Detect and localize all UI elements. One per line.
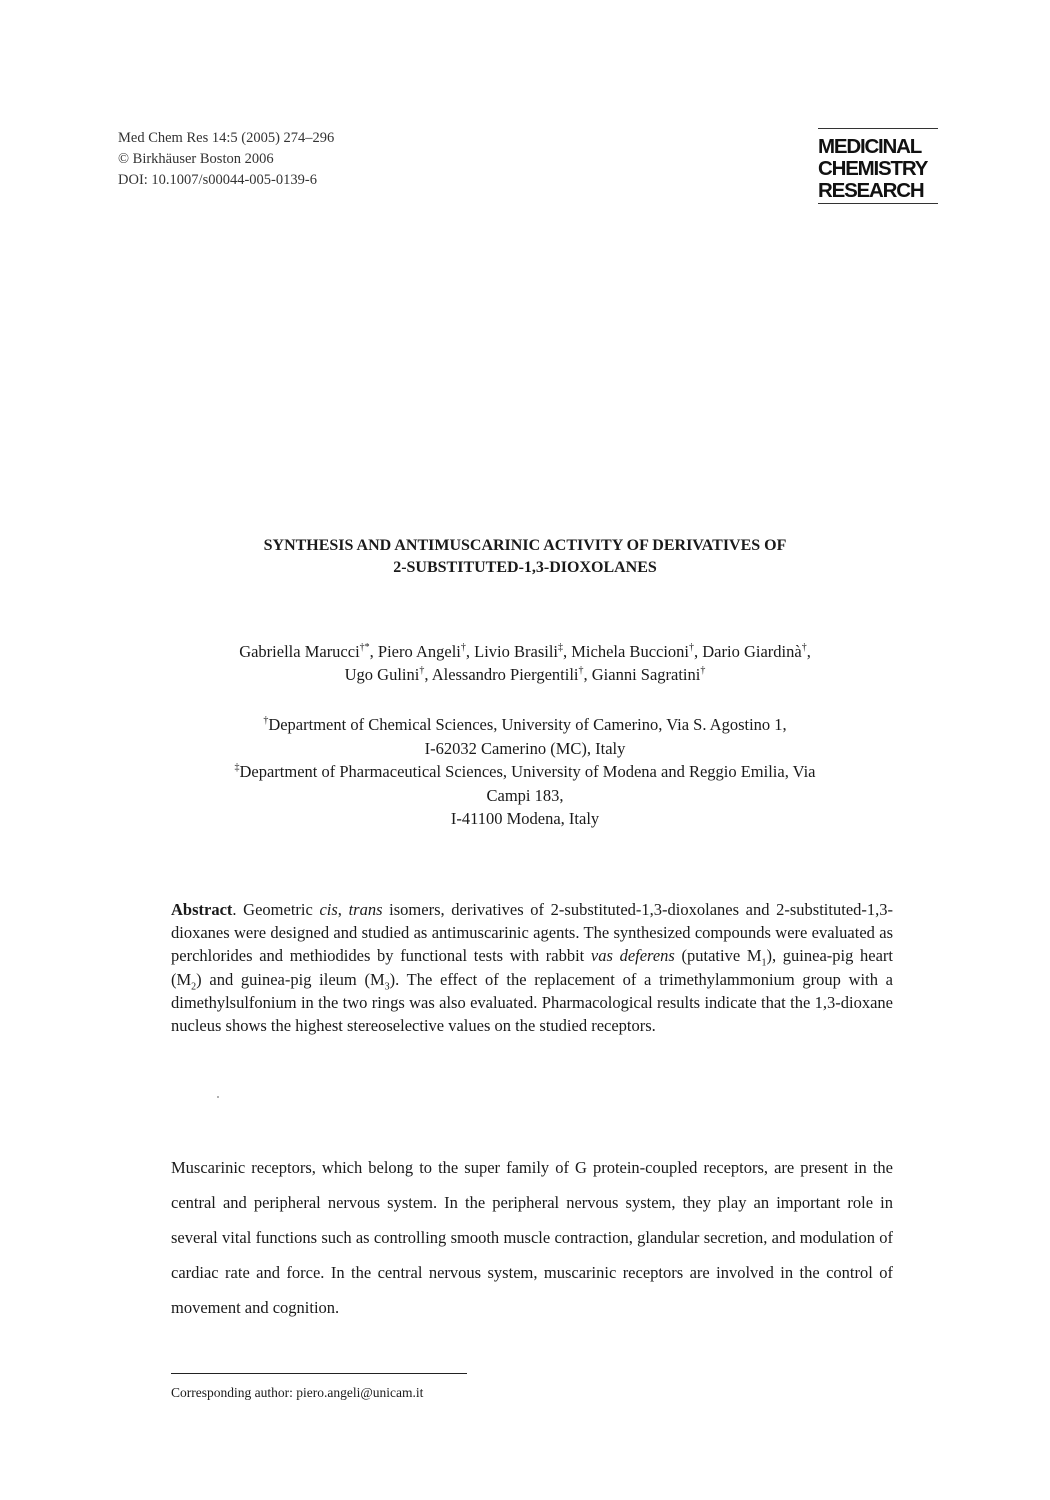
abstract-text: ) and guinea-pig ileum (M <box>196 969 385 989</box>
author-name: Gianni Sagratini <box>591 665 701 684</box>
abstract-text: , <box>337 900 349 919</box>
footnote-divider <box>171 1373 467 1374</box>
abstract-text: ), guinea-pig heart (M <box>171 946 894 989</box>
abstract-cis: cis <box>319 900 338 919</box>
affiliation-1-mark: † <box>263 714 269 726</box>
abstract-trans: trans <box>348 900 383 919</box>
author-affiliation-mark: † <box>460 641 466 653</box>
abstract-subscript: 3 <box>384 980 390 992</box>
affiliation-1-line1 <box>0 713 1050 737</box>
author-affiliation-mark: †* <box>359 641 370 653</box>
author-name: Dario Giardinà <box>702 642 802 661</box>
journal-logo-line3: RESEARCH <box>818 179 924 202</box>
affiliation-2-mark: ‡ <box>234 761 240 773</box>
author-name: Livio Brasili <box>474 642 558 661</box>
author-list <box>0 640 1050 686</box>
affiliation-1-text: Department of Chemical Sciences, University of Camerino, Via S. Agostino 1, <box>268 715 787 734</box>
journal-logo <box>818 128 938 204</box>
author-name: Alessandro Piergentili <box>431 665 579 684</box>
author-affiliation-mark: † <box>689 641 695 653</box>
intro-paragraph: Muscarinic receptors, which belong to the super family of G protein-coupled receptors, are present in the central and peripheral nervous system. In the peripheral nervous system, they play an important role in several vital functions such as controlling smooth muscle contraction, glandular secretion, and modulation of cardiac rate and force. In the central nervous system, muscarinic receptors are involved in the control of movement and cognition. <box>171 1158 893 1317</box>
abstract-label: Abstract <box>171 900 233 919</box>
abstract-paragraph <box>171 898 893 1037</box>
affiliation-2-line1 <box>0 760 1050 784</box>
citation-journal: Med Chem Res 14:5 (2005) 274–296 <box>118 130 335 146</box>
affiliation-2-line2: Campi 183, <box>486 785 564 805</box>
paper-title <box>0 535 1050 579</box>
author-separator: , <box>806 642 811 661</box>
affiliations <box>0 713 1050 831</box>
author-name: Gabriella Marucci <box>239 642 360 661</box>
author-affiliation-mark: † <box>801 641 807 653</box>
citation-block <box>118 128 334 191</box>
journal-logo-line2: CHEMISTRY <box>818 157 928 180</box>
author-separator: , <box>424 665 432 684</box>
author-separator: , <box>369 642 378 661</box>
affiliation-1-line2: I-62032 Camerino (MC), Italy <box>424 738 626 758</box>
abstract-subscript: 2 <box>191 980 197 992</box>
scan-speck <box>217 1096 219 1098</box>
author-separator: , <box>694 642 703 661</box>
author-affiliation-mark: ‡ <box>558 641 563 653</box>
abstract-subscript: 1 <box>761 957 767 969</box>
author-name: Ugo Gulini <box>344 665 420 684</box>
journal-logo-line1: MEDICINAL <box>818 135 922 158</box>
author-separator: , <box>583 665 592 684</box>
author-affiliation-mark: † <box>700 664 706 676</box>
footnote-corresponding-author: Corresponding author: piero.angeli@unicam.it <box>171 1385 424 1400</box>
abstract-vas-deferens: vas deferens <box>590 946 675 966</box>
abstract-text: . Geometric <box>232 900 320 919</box>
abstract-text: (putative M <box>674 946 762 966</box>
title-line1: SYNTHESIS AND ANTIMUSCARINIC ACTIVITY OF DERIVATIVES OF <box>263 537 787 554</box>
affiliation-2-line3: I-41100 Modena, Italy <box>450 809 600 828</box>
author-affiliation-mark: † <box>419 664 425 676</box>
abstract-text: ). The effect of the replacement of a trimethylammonium group with a dimethylsulfonium in the two rings was also evaluated. Pharmacological results indicate that the 1,3-dioxane nucleus shows the highest stereoselective values on the studied receptors. <box>171 969 894 1036</box>
citation-doi: DOI: 10.1007/s00044-005-0139-6 <box>118 172 317 188</box>
author-line1 <box>0 640 1050 663</box>
author-separator: , <box>563 642 572 661</box>
author-line2 <box>0 663 1050 686</box>
affiliation-2-text: Department of Pharmaceutical Sciences, University of Modena and Reggio Emilia, Via <box>239 762 816 781</box>
author-affiliation-mark: † <box>578 664 584 676</box>
author-name: Michela Buccioni <box>571 642 690 661</box>
author-name: Piero Angeli <box>377 642 461 661</box>
citation-copyright: © Birkhäuser Boston 2006 <box>118 151 274 167</box>
abstract-text: isomers, derivatives of 2-substituted-1,3-dioxolanes and 2-substituted-1,3-dioxanes were designed and studied as antimuscarinic agents. The synthesized compounds were evaluated as perchlorides and methiodides by functional tests with rabbit <box>171 900 894 966</box>
author-separator: , <box>465 642 475 661</box>
title-line2: 2-SUBSTITUTED-1,3-DIOXOLANES <box>393 559 657 576</box>
